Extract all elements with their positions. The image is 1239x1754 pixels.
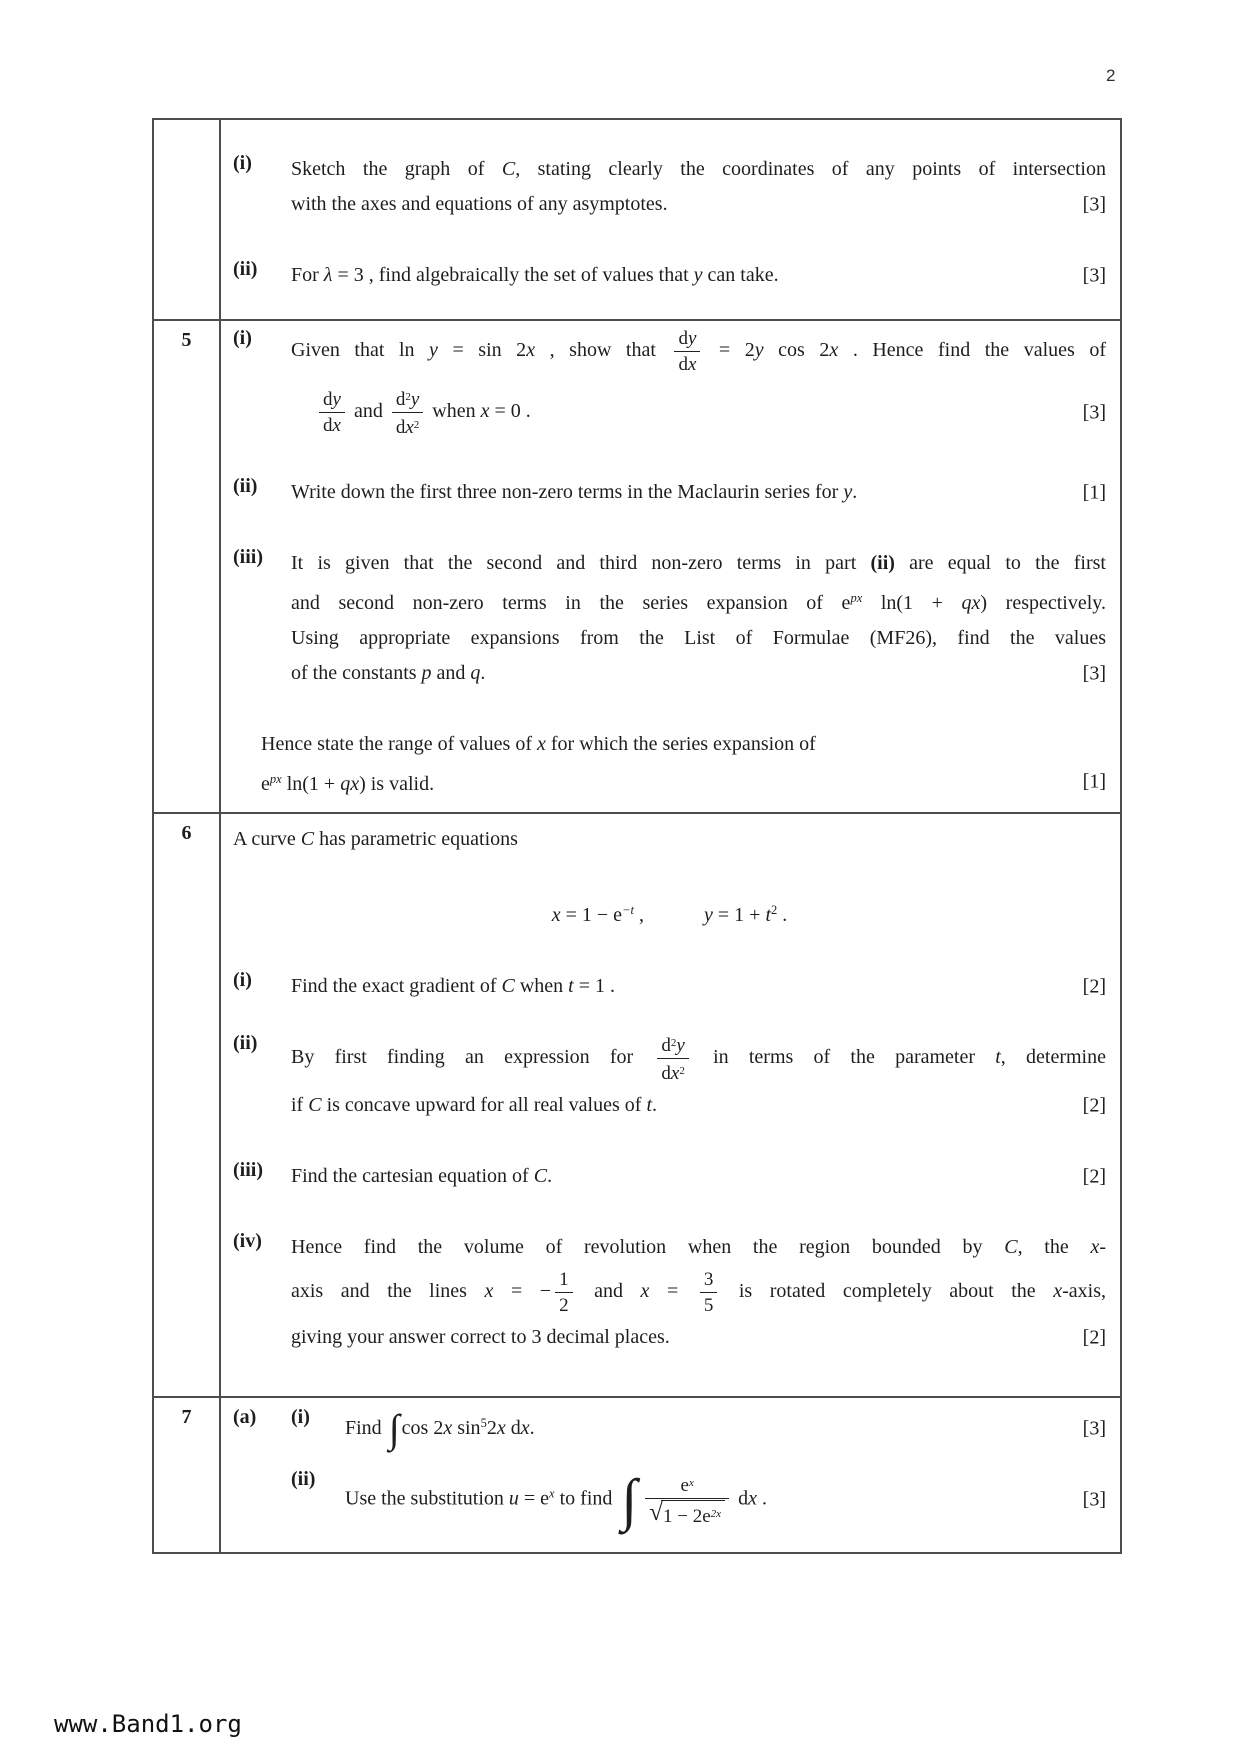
text-segment: ln(1 + bbox=[281, 773, 341, 795]
fraction-denominator bbox=[392, 413, 423, 439]
text-segment: t bbox=[995, 1046, 1001, 1069]
fraction-numerator bbox=[700, 1268, 718, 1293]
math-fraction bbox=[392, 386, 423, 439]
text-segment: has parametric equations bbox=[314, 828, 518, 850]
text-segment: x bbox=[551, 904, 561, 926]
text-segment: and bbox=[576, 1280, 641, 1303]
part-body bbox=[291, 1230, 1106, 1355]
question-part bbox=[233, 1032, 1106, 1123]
question-part bbox=[233, 475, 1106, 510]
text-segment: C bbox=[501, 975, 515, 997]
marks-badge: [2] bbox=[1082, 975, 1106, 997]
math-fraction bbox=[700, 1268, 718, 1317]
text-line bbox=[291, 969, 1106, 1004]
text-segment: . Hence find the values of bbox=[838, 339, 1106, 362]
text-segment: −t bbox=[622, 903, 634, 917]
part-body bbox=[291, 1159, 1106, 1194]
text-line bbox=[291, 656, 1106, 691]
question-part bbox=[233, 893, 1106, 933]
question-row bbox=[154, 321, 1120, 814]
text-segment: , show that bbox=[535, 339, 671, 362]
question-part bbox=[233, 327, 1106, 439]
part-label: (i) bbox=[233, 152, 252, 174]
text-segment: x bbox=[829, 339, 839, 362]
text-segment: p bbox=[421, 662, 432, 684]
text-segment: ln(1 + bbox=[862, 592, 962, 614]
question-part bbox=[233, 1230, 1106, 1355]
text-segment: for which the series expansion of bbox=[545, 733, 816, 755]
text-segment: = bbox=[649, 1280, 696, 1303]
text-segment: px bbox=[850, 591, 863, 605]
text-segment: = − bbox=[493, 1280, 552, 1303]
fraction-numerator bbox=[657, 1032, 688, 1059]
text-line bbox=[345, 1406, 1106, 1452]
text-segment: sin bbox=[452, 1417, 481, 1439]
question-part bbox=[233, 1159, 1106, 1194]
text-segment: of the constants bbox=[291, 662, 422, 684]
text-segment: = 2 bbox=[704, 339, 755, 362]
text-line bbox=[291, 475, 1106, 510]
text-segment: , bbox=[633, 904, 644, 926]
text-segment: = sin 2 bbox=[437, 339, 527, 362]
text-segment: y bbox=[754, 339, 764, 362]
part-body bbox=[291, 258, 1106, 293]
text-segment: = 0 . bbox=[489, 400, 531, 423]
text-segment: . bbox=[480, 662, 486, 684]
text-segment: , determine bbox=[1000, 1046, 1106, 1069]
text-segment: Use the substitution bbox=[345, 1488, 509, 1510]
text-segment: y bbox=[843, 481, 853, 503]
text-line bbox=[291, 1320, 1106, 1355]
question-row bbox=[154, 120, 1120, 321]
text-segment: Sketch the graph of bbox=[291, 158, 502, 180]
text-line bbox=[233, 822, 1106, 857]
page-number: 2 bbox=[1106, 66, 1116, 85]
fraction-numerator bbox=[319, 388, 345, 413]
text-segment: x bbox=[687, 354, 697, 375]
text-line bbox=[261, 762, 1106, 802]
text-segment: 2 bbox=[405, 391, 411, 403]
part-label bbox=[233, 1468, 291, 1532]
text-line bbox=[291, 1159, 1106, 1194]
text-segment: cos 2 bbox=[763, 339, 830, 362]
question-number-cell: 6 bbox=[154, 814, 221, 1396]
text-segment: d bbox=[678, 354, 688, 375]
text-segment: x bbox=[526, 339, 536, 362]
text-segment: Write down the first three non-zero terms in the Maclaurin series for bbox=[291, 481, 844, 503]
text-segment: Using appropriate expansions from the List of Formulae (MF26), find the values bbox=[291, 627, 1106, 649]
question-part bbox=[233, 822, 1106, 857]
question-number-cell: 7 bbox=[154, 1398, 221, 1552]
question-row bbox=[154, 814, 1120, 1398]
math-fraction bbox=[319, 388, 345, 437]
marks-badge: [2] bbox=[1082, 1094, 1106, 1116]
question-part bbox=[233, 1468, 1106, 1532]
text-segment: to find bbox=[554, 1488, 618, 1510]
text-segment: x bbox=[1053, 1280, 1063, 1303]
text-segment: is rotated completely about the bbox=[721, 1280, 1054, 1303]
text-segment: Hence find the volume of revolution when the region bounded by bbox=[291, 1236, 1005, 1258]
text-segment: Given that ln bbox=[291, 339, 430, 362]
question-content bbox=[221, 814, 1120, 1396]
part-body bbox=[345, 1468, 1106, 1532]
text-segment: giving your answer correct to 3 decimal places. bbox=[291, 1326, 670, 1348]
text-line bbox=[291, 258, 1106, 293]
text-segment: . bbox=[547, 1165, 553, 1187]
fraction-denominator bbox=[700, 1293, 718, 1317]
part-body bbox=[291, 546, 1106, 691]
part-body bbox=[291, 1032, 1106, 1123]
text-segment: For bbox=[291, 264, 324, 286]
text-segment: 5 bbox=[480, 1416, 487, 1430]
part-label: (ii) bbox=[291, 1468, 316, 1491]
question-row bbox=[154, 1398, 1120, 1552]
text-segment: d bbox=[733, 1488, 749, 1510]
text-line bbox=[291, 152, 1106, 187]
text-segment: = 1 . bbox=[573, 975, 616, 997]
text-segment: 5 bbox=[703, 1295, 714, 1316]
text-segment: qx bbox=[340, 773, 360, 795]
math-fraction bbox=[674, 327, 700, 376]
text-segment: is concave upward for all real values of bbox=[321, 1094, 647, 1116]
question-table bbox=[152, 118, 1122, 1554]
math-fraction bbox=[555, 1268, 573, 1317]
text-segment: with the axes and equations of any asymptotes. bbox=[291, 193, 668, 215]
text-segment: x bbox=[748, 1488, 757, 1510]
text-segment: x bbox=[484, 1280, 494, 1303]
text-segment: e bbox=[261, 773, 270, 795]
question-part bbox=[233, 969, 1106, 1004]
text-line bbox=[345, 1468, 1106, 1532]
text-segment: C bbox=[308, 1094, 322, 1116]
part-label: (iv) bbox=[233, 1230, 262, 1252]
text-segment: and second non-zero terms in the series expansion of e bbox=[291, 592, 851, 614]
footer-url: www.Band1.org bbox=[54, 1710, 242, 1738]
text-segment: (ii) bbox=[870, 552, 895, 574]
text-segment: C bbox=[533, 1165, 548, 1187]
text-line bbox=[291, 1268, 1106, 1317]
text-segment: x bbox=[405, 417, 414, 438]
text-segment: It is given that the second and third non-zero terms in part bbox=[291, 552, 871, 574]
text-segment: y bbox=[429, 339, 438, 362]
text-segment: Find bbox=[345, 1417, 387, 1439]
part-label: (iii) bbox=[233, 546, 263, 568]
marks-badge: [3] bbox=[1082, 1488, 1106, 1511]
text-segment: y bbox=[693, 264, 703, 286]
text-segment: when bbox=[514, 975, 569, 997]
part-label: (i) bbox=[291, 1406, 310, 1428]
question-part bbox=[233, 727, 1106, 802]
part-body bbox=[291, 327, 1106, 439]
text-segment: -axis, bbox=[1062, 1280, 1106, 1303]
marks-badge: [3] bbox=[1082, 401, 1106, 423]
fraction-denominator bbox=[657, 1059, 688, 1085]
question-part bbox=[233, 258, 1106, 293]
text-segment: 2 bbox=[559, 1295, 569, 1316]
text-segment: . bbox=[529, 1417, 535, 1439]
marks-badge: [1] bbox=[1082, 481, 1106, 503]
question-number-cell: 5 bbox=[154, 321, 221, 812]
marks-badge: [2] bbox=[1082, 1165, 1106, 1187]
part-body bbox=[261, 727, 1106, 802]
text-segment: ) respectively. bbox=[980, 592, 1106, 614]
text-line bbox=[315, 386, 1106, 439]
text-segment: x bbox=[670, 1063, 680, 1084]
part-label: (ii) bbox=[233, 258, 258, 280]
text-segment: d bbox=[661, 1063, 671, 1084]
text-segment: in terms of the parameter bbox=[692, 1046, 996, 1069]
marks-badge: [3] bbox=[1082, 662, 1106, 684]
fraction-denominator bbox=[319, 413, 345, 437]
text-segment: , the bbox=[1017, 1236, 1091, 1258]
text-line bbox=[291, 621, 1106, 656]
fraction-numerator bbox=[392, 386, 423, 413]
question-content bbox=[221, 1398, 1120, 1552]
part-label: (ii) bbox=[233, 1032, 258, 1054]
text-segment: x bbox=[443, 1417, 453, 1439]
text-line bbox=[291, 546, 1106, 581]
text-segment: 2 bbox=[771, 903, 778, 917]
text-segment: = 3 , find algebraically the set of values that bbox=[332, 264, 694, 286]
part-body bbox=[291, 475, 1106, 510]
text-segment: ) is valid. bbox=[359, 773, 435, 795]
text-segment: d bbox=[661, 1035, 671, 1056]
text-segment: . bbox=[852, 481, 858, 503]
text-segment: t bbox=[568, 975, 574, 997]
text-segment: 2 bbox=[670, 1037, 677, 1049]
text-segment: x bbox=[332, 415, 341, 436]
radicand bbox=[661, 1500, 725, 1528]
text-line bbox=[233, 893, 1106, 933]
text-line bbox=[291, 1088, 1106, 1123]
text-segment bbox=[644, 904, 704, 926]
text-segment: q bbox=[470, 662, 481, 684]
text-segment: 2 bbox=[413, 419, 420, 431]
part-body bbox=[233, 893, 1106, 933]
text-line bbox=[291, 327, 1106, 376]
marks-badge: [3] bbox=[1082, 1417, 1106, 1440]
text-segment: 3 bbox=[703, 1269, 714, 1290]
part-body bbox=[291, 969, 1106, 1004]
text-segment: . bbox=[756, 1488, 767, 1510]
text-segment: if bbox=[291, 1094, 309, 1116]
part-label: (i) bbox=[233, 327, 252, 349]
part-body bbox=[345, 1406, 1106, 1452]
text-segment: can take. bbox=[702, 264, 779, 286]
text-segment: x bbox=[520, 1417, 530, 1439]
text-segment: when bbox=[427, 400, 481, 423]
text-line bbox=[291, 187, 1106, 222]
text-segment: d bbox=[323, 415, 333, 436]
text-segment: A curve bbox=[233, 828, 301, 850]
text-segment: y bbox=[676, 1035, 685, 1056]
fraction-numerator bbox=[645, 1472, 729, 1499]
part-body bbox=[233, 822, 1106, 857]
text-segment: 2 bbox=[679, 1065, 685, 1077]
part-label: (i) bbox=[233, 969, 252, 991]
fraction-denominator bbox=[674, 352, 700, 376]
text-line bbox=[291, 1032, 1106, 1085]
text-line bbox=[291, 1230, 1106, 1265]
radical-sign-icon: √ bbox=[649, 1499, 664, 1527]
integral-sign: ∫ bbox=[621, 1467, 638, 1533]
text-segment: e bbox=[680, 1475, 689, 1497]
text-segment: . bbox=[652, 1094, 657, 1116]
text-segment: Find the cartesian equation of bbox=[291, 1165, 534, 1187]
text-segment: qx bbox=[961, 592, 981, 614]
text-segment: t bbox=[646, 1094, 652, 1116]
text-segment: 2 bbox=[486, 1417, 497, 1439]
question-content bbox=[221, 120, 1120, 319]
text-segment: y bbox=[332, 389, 341, 410]
text-segment: C bbox=[1004, 1236, 1018, 1258]
text-segment: are equal to the first bbox=[894, 552, 1106, 574]
text-segment: d bbox=[678, 328, 688, 349]
fraction-denominator bbox=[555, 1293, 573, 1317]
part-body bbox=[291, 152, 1106, 222]
text-segment: d bbox=[323, 389, 333, 410]
text-segment: d bbox=[395, 389, 406, 410]
marks-badge: [1] bbox=[1082, 770, 1106, 793]
text-segment: t bbox=[765, 904, 771, 926]
text-segment: C bbox=[300, 828, 315, 850]
text-segment: = 1 + bbox=[712, 904, 766, 926]
text-segment: x bbox=[640, 1280, 650, 1303]
text-line bbox=[291, 581, 1106, 621]
text-segment: Hence state the range of values of bbox=[261, 733, 537, 755]
text-segment: axis and the lines bbox=[291, 1280, 485, 1303]
marks-badge: [2] bbox=[1082, 1326, 1106, 1348]
text-segment: . bbox=[777, 904, 788, 926]
question-number-cell bbox=[154, 120, 221, 319]
text-segment: x bbox=[688, 1477, 694, 1490]
text-segment: px bbox=[269, 772, 282, 786]
question-part bbox=[233, 1406, 1106, 1452]
text-segment: y bbox=[703, 904, 713, 926]
text-segment: x bbox=[496, 1417, 506, 1439]
marks-badge: [3] bbox=[1082, 193, 1106, 215]
text-segment: , stating clearly the coordinates of any points of intersection bbox=[515, 158, 1106, 180]
fraction-numerator bbox=[674, 327, 700, 352]
text-segment: x bbox=[537, 733, 546, 755]
text-segment: y bbox=[687, 328, 697, 349]
question-part bbox=[233, 152, 1106, 222]
text-line bbox=[261, 727, 1106, 762]
text-segment: and bbox=[431, 662, 471, 684]
text-segment: d bbox=[505, 1417, 521, 1439]
text-segment: = e bbox=[518, 1488, 550, 1510]
text-segment: 1 − 2e bbox=[663, 1506, 711, 1528]
text-segment: y bbox=[410, 389, 420, 410]
part-label: (ii) bbox=[233, 475, 258, 497]
fraction-denominator bbox=[645, 1499, 729, 1528]
math-fraction bbox=[645, 1472, 729, 1528]
marks-badge: [3] bbox=[1082, 264, 1106, 286]
text-segment: C bbox=[501, 158, 516, 180]
part-label: (iii) bbox=[233, 1159, 263, 1181]
math-fraction bbox=[657, 1032, 688, 1085]
sqrt-radical bbox=[649, 1500, 725, 1528]
fraction-numerator bbox=[555, 1268, 573, 1293]
text-segment: and bbox=[348, 400, 388, 423]
text-segment: λ bbox=[323, 264, 333, 286]
text-segment: 2x bbox=[710, 1508, 722, 1521]
text-segment: cos 2 bbox=[401, 1417, 444, 1439]
text-segment: u bbox=[508, 1488, 519, 1510]
text-segment: x bbox=[480, 400, 490, 423]
text-segment: = 1 − e bbox=[560, 904, 623, 926]
text-segment: By first finding an expression for bbox=[291, 1046, 654, 1069]
text-segment: Find the exact gradient of bbox=[291, 975, 502, 997]
text-segment: x bbox=[1090, 1236, 1100, 1258]
part-label: (a) bbox=[233, 1406, 257, 1428]
text-segment: - bbox=[1099, 1236, 1106, 1258]
text-segment: x bbox=[549, 1487, 555, 1501]
question-part bbox=[233, 546, 1106, 691]
question-content bbox=[221, 321, 1120, 812]
text-segment: d bbox=[395, 417, 406, 438]
integral-sign: ∫ bbox=[388, 1406, 400, 1452]
text-segment: 1 bbox=[559, 1269, 569, 1290]
